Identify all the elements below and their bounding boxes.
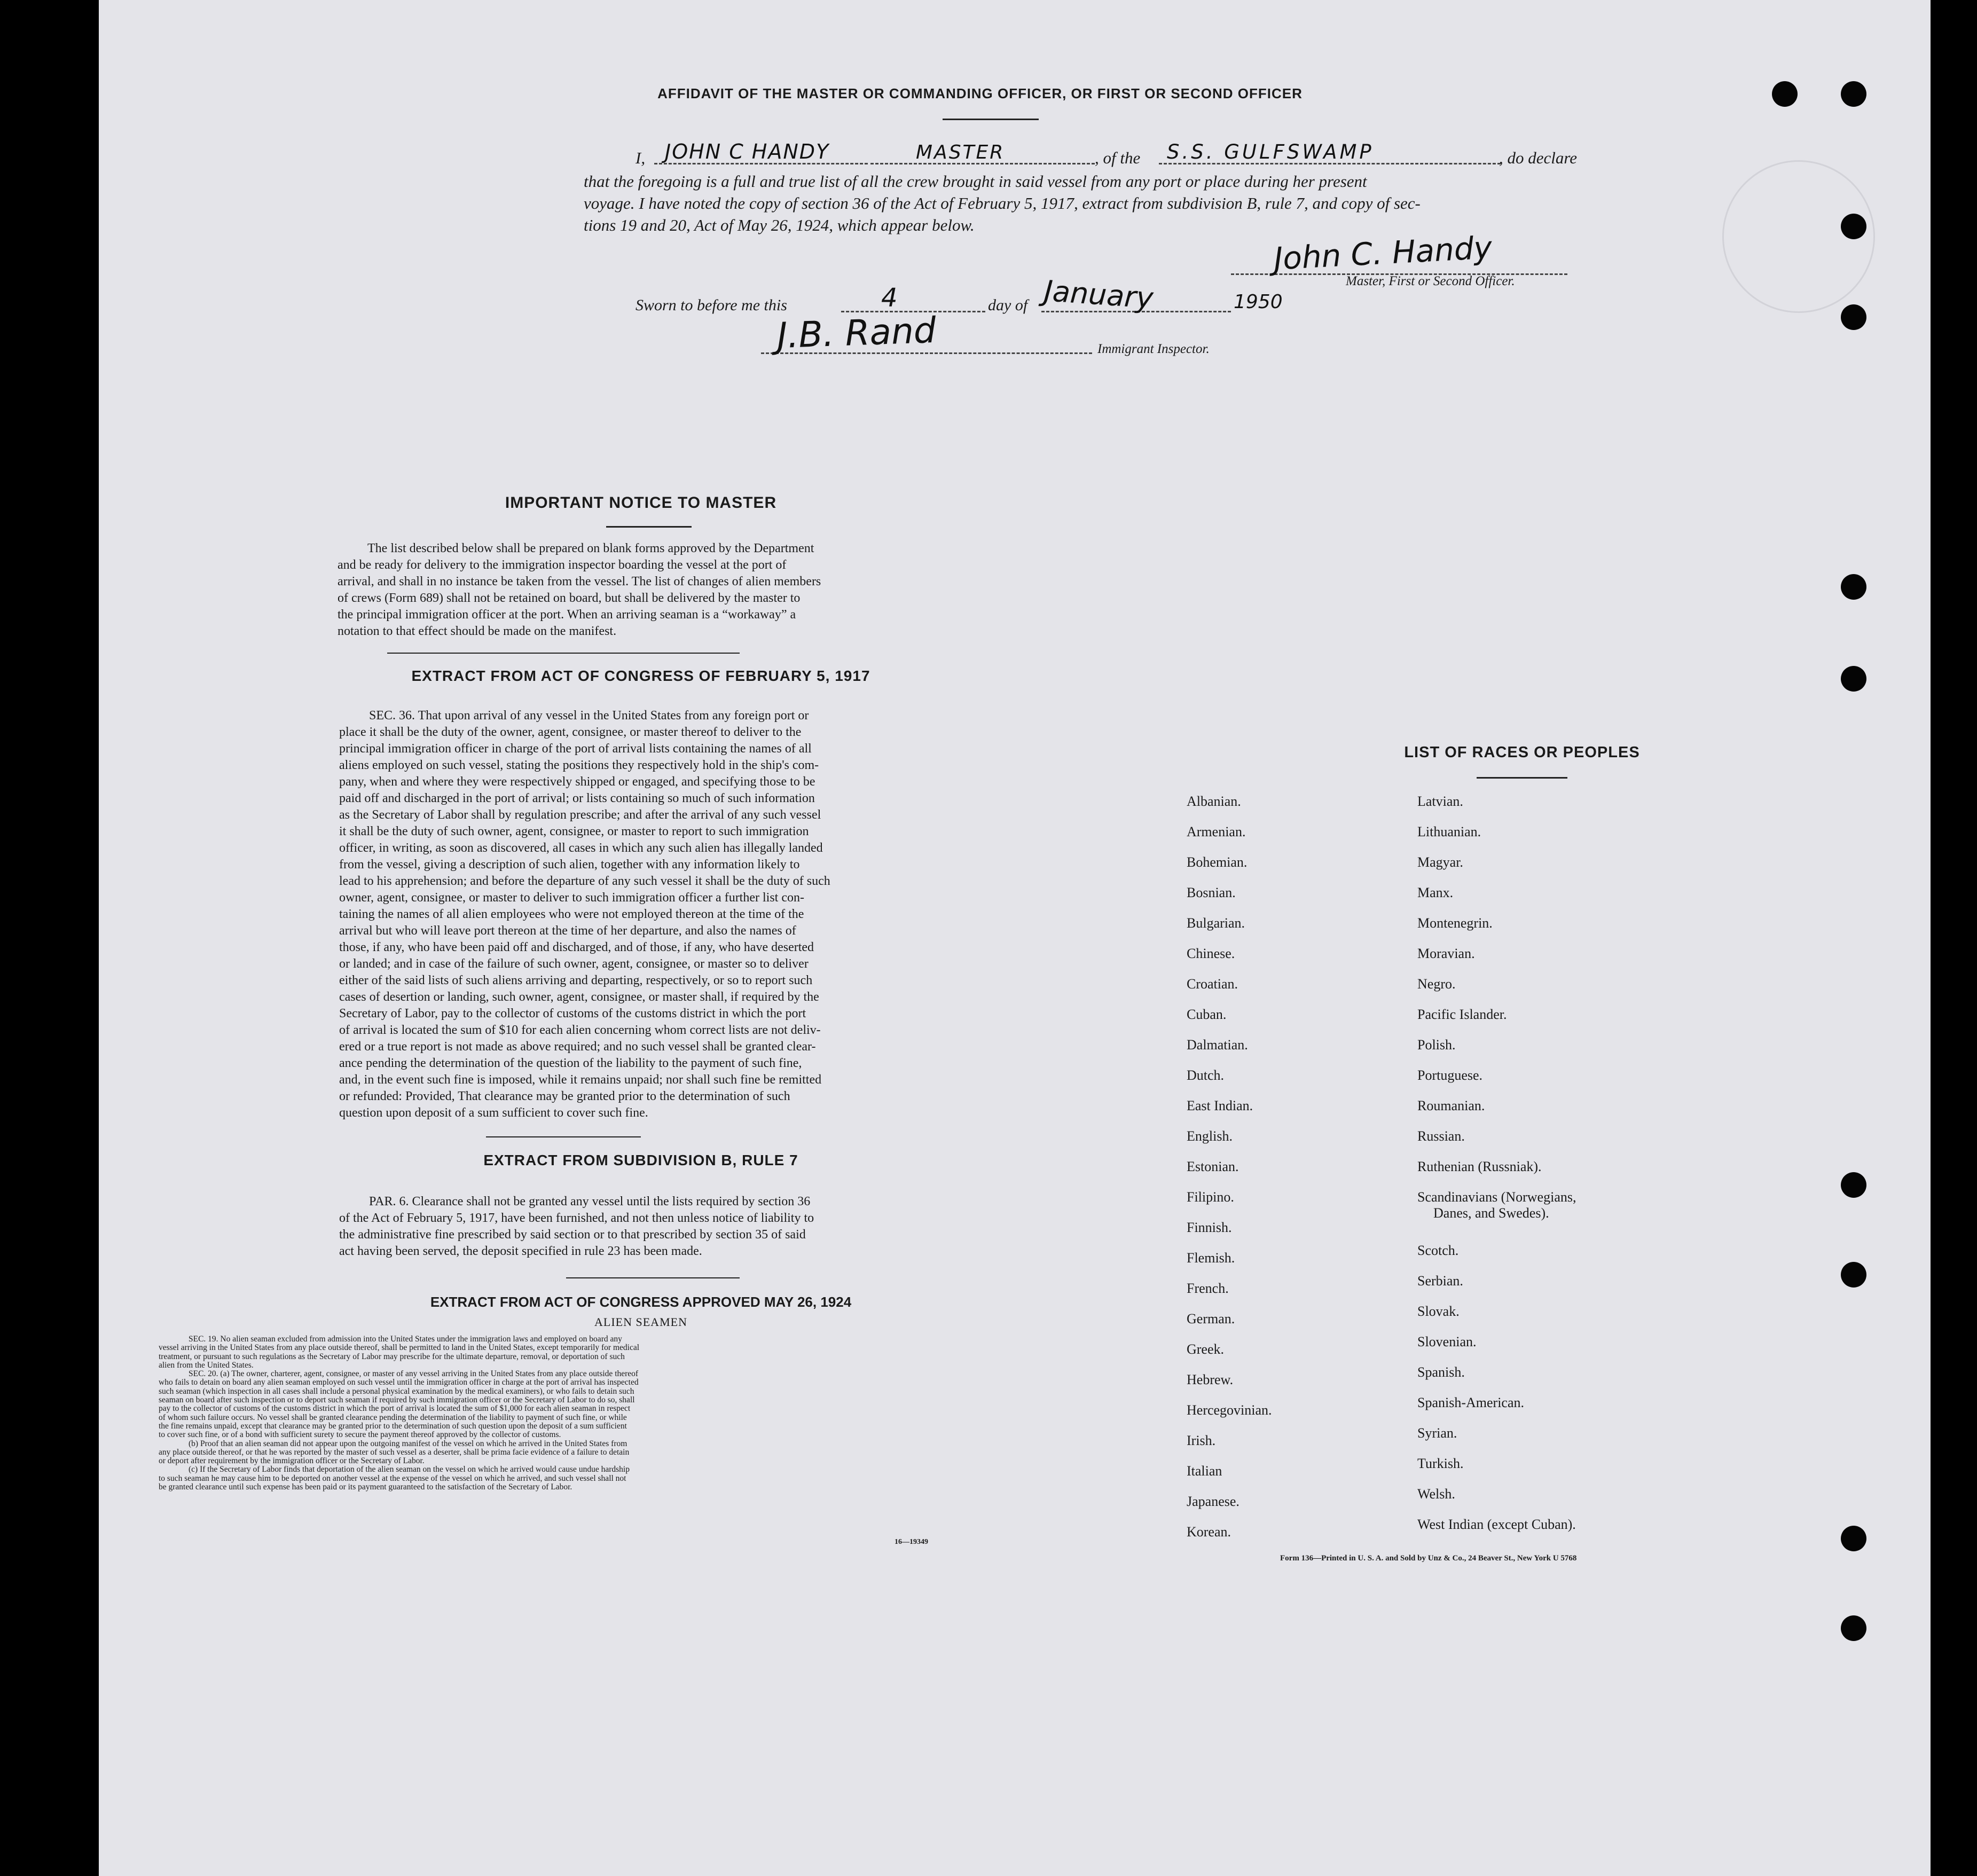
race-item: West Indian (except Cuban). bbox=[1417, 1517, 1576, 1532]
binder-hole bbox=[1841, 304, 1866, 330]
day-of-text: day of bbox=[988, 296, 1028, 314]
text-line: ance pending the determination of the question of the liability to the payment of such fine, bbox=[339, 1056, 802, 1070]
text-line: from the vessel, giving a description of such alien, together with any information likely to bbox=[339, 858, 800, 872]
text-line: or deport after requirement by the immigration officer or the Secretary of Labor. bbox=[159, 1457, 425, 1466]
race-item: Albanian. bbox=[1187, 794, 1241, 809]
text-line: notation to that effect should be made on the manifest. bbox=[338, 624, 617, 638]
binder-hole bbox=[1772, 81, 1798, 107]
inspector-signature: J.B. Rand bbox=[776, 309, 937, 357]
rule7-title: EXTRACT FROM SUBDIVISION B, RULE 7 bbox=[483, 1152, 798, 1168]
text-line: (c) If the Secretary of Labor finds that deportation of the alien seaman on the vessel on which he arrived would cause undue hardship bbox=[189, 1465, 630, 1474]
text-line: those, if any, who have been paid off and discharged, and of those, if any, who have deserted bbox=[339, 940, 814, 954]
races-column-1 bbox=[1187, 794, 1347, 1555]
race-item: Syrian. bbox=[1417, 1425, 1457, 1441]
race-item: Dutch. bbox=[1187, 1067, 1225, 1083]
race-item: Lithuanian. bbox=[1417, 824, 1481, 839]
race-item: Chinese. bbox=[1187, 946, 1235, 961]
binder-hole bbox=[1841, 574, 1866, 600]
section-rule bbox=[566, 1277, 740, 1278]
text-line: of whom such failure occurs. No vessel shall be granted clearance pending the determination of the liability to payment of such fine, or while bbox=[159, 1413, 627, 1422]
text-line: vessel arriving in the United States from any place outside thereof, shall be permitted to land in the United States, except temporarily for medical bbox=[159, 1344, 640, 1353]
races-column-2 bbox=[1417, 794, 1684, 1547]
race-item: French. bbox=[1187, 1281, 1229, 1296]
text-line: paid off and discharged in the port of arrival; or lists containing so much of such information bbox=[339, 791, 815, 805]
text-line: arrival but who will leave port thereon at the time of her departure, and also the names of bbox=[339, 924, 796, 938]
race-item: Slovak. bbox=[1417, 1304, 1460, 1319]
text-line: SEC. 20. (a) The owner, charterer, agent, consignee, or master of any vessel arriving in the United States from any place outside thereof bbox=[189, 1370, 639, 1379]
binder-hole bbox=[1841, 1526, 1866, 1551]
race-item: Dalmatian. bbox=[1187, 1037, 1248, 1053]
race-item: English. bbox=[1187, 1128, 1233, 1144]
affidavit-line3: voyage. I have noted the copy of section 36 of the Act of February 5, 1917, extract from subdivision B, rule 7, and copy of sec- bbox=[584, 194, 1421, 213]
master-name: JOHN C HANDY bbox=[665, 140, 830, 163]
text-line: arrival, and shall in no instance be taken from the vessel. The list of changes of alien members bbox=[338, 575, 821, 588]
race-item: Latvian. bbox=[1417, 794, 1463, 809]
binder-hole bbox=[1841, 1615, 1866, 1641]
text-line: it shall be the duty of such owner, agent, consignee, or master to report to such immigration bbox=[339, 825, 809, 838]
month-value: January bbox=[1043, 273, 1155, 316]
text-line: and be ready for delivery to the immigration inspector boarding the vessel at the port of bbox=[338, 558, 787, 572]
section-rule bbox=[486, 1136, 641, 1137]
race-item: East Indian. bbox=[1187, 1098, 1253, 1113]
extract-1924-body bbox=[159, 1335, 1036, 1492]
title-rule bbox=[943, 119, 1039, 120]
notice-title: IMPORTANT NOTICE TO MASTER bbox=[505, 494, 777, 512]
race-item-wrap: Danes, and Swedes). bbox=[1433, 1205, 1549, 1221]
text-line: officer, in writing, as soon as discovered, all cases in which any such alien has illegally landed bbox=[339, 841, 823, 855]
text-line: the fine remains unpaid, except that clearance may be granted prior to the determination of such question upon the deposit of a sum sufficient bbox=[159, 1422, 627, 1431]
text-line: taining the names of all alien employees who were not employed thereon at the time of the bbox=[339, 907, 804, 921]
text-line: any place outside thereof, or that he was reported by the master of such vessel as a deserter, shall be prima facie evidence of a failure to detain bbox=[159, 1448, 630, 1457]
text-line: cases of desertion or landing, such owner, agent, consignee, or master shall, if required by the bbox=[339, 990, 819, 1004]
text-line: who fails to detain on board any alien seaman employed on such vessel until the immigration officer in charge at the port of arrival has inspected bbox=[159, 1378, 639, 1387]
affidavit-line2: that the foregoing is a full and true list of all the crew brought in said vessel from any port or place during her present bbox=[584, 172, 1367, 191]
text-line: either of the said lists of such aliens arriving and departing, respectively, or so to report such bbox=[339, 974, 813, 987]
text-line: of the Act of February 5, 1917, have been furnished, and not then unless notice of liability to bbox=[339, 1211, 814, 1225]
race-item: Bosnian. bbox=[1187, 885, 1236, 900]
text-line: pay to the collector of customs of the customs district in which the port of arrival is located the sum of $1,000 for each alien seaman in respect bbox=[159, 1404, 631, 1414]
notice-body bbox=[338, 540, 948, 640]
text-line: The list described below shall be prepared on blank forms approved by the Department bbox=[367, 541, 814, 555]
text-line: owner, agent, consignee, or master to deliver to such immigration officer a further list con- bbox=[339, 891, 804, 905]
text-line: of crews (Form 689) shall not be retained on board, but shall be delivered by the master to bbox=[338, 591, 801, 605]
form-footer: Form 136—Printed in U. S. A. and Sold by Unz & Co., 24 Beaver St., New York U 5768 bbox=[1280, 1554, 1577, 1563]
extract-1917-body bbox=[339, 708, 950, 1121]
text-line: or landed; and in case of the failure of such owner, agent, consignee, or master so to deliver bbox=[339, 957, 809, 971]
race-item: Scotch. bbox=[1417, 1243, 1459, 1258]
text-line: such seaman (which inspection in all cases shall include a personal physical examination by the medical examiners), or who fails to detain such bbox=[159, 1387, 634, 1396]
race-item: Portuguese. bbox=[1417, 1067, 1483, 1083]
race-item: Magyar. bbox=[1417, 854, 1463, 870]
section-rule bbox=[387, 653, 740, 654]
text-line: alien from the United States. bbox=[159, 1361, 254, 1370]
race-item: Japanese. bbox=[1187, 1494, 1239, 1509]
race-item: Hebrew. bbox=[1187, 1372, 1234, 1387]
race-item: Roumanian. bbox=[1417, 1098, 1485, 1113]
text-line: SEC. 36. That upon arrival of any vessel in the United States from any foreign port or bbox=[369, 709, 809, 723]
race-item: Montenegrin. bbox=[1417, 915, 1493, 931]
text-line: of arrival is located the sum of $10 for each alien concerning whom correct lists are not deliv- bbox=[339, 1023, 821, 1037]
extract-1924-title: EXTRACT FROM ACT OF CONGRESS APPROVED MAY 26, 1924 bbox=[430, 1294, 852, 1310]
text-line: seaman on board after such inspection or to deport such seaman if required by such immigration officer or the Secretary of Labor to do so, shall bbox=[159, 1396, 635, 1405]
race-item: Scandinavians (Norwegians, Danes, and Swedes). bbox=[1417, 1189, 1684, 1243]
year-value: 1950 bbox=[1234, 291, 1283, 313]
race-item: Armenian. bbox=[1187, 824, 1246, 839]
extract-1924-subtitle: ALIEN SEAMEN bbox=[594, 1315, 687, 1329]
text-line: pany, when and where they were respectively shipped or engaged, and specifying those to be bbox=[339, 775, 815, 789]
text-line: Secretary of Labor, pay to the collector of customs of the customs district in which the port bbox=[339, 1007, 806, 1021]
race-item: Manx. bbox=[1417, 885, 1454, 900]
race-item: Polish. bbox=[1417, 1037, 1456, 1053]
form-code: 16—19349 bbox=[895, 1538, 928, 1546]
faint-stamp bbox=[1722, 160, 1875, 313]
race-item: Spanish-American. bbox=[1417, 1395, 1525, 1410]
text-line: be granted clearance until such expense has been paid or its payment guaranteed to the satisfaction of the Secretary of Labor. bbox=[159, 1483, 572, 1492]
affidavit-do-declare: , do declare bbox=[1499, 148, 1578, 167]
race-item: Russian. bbox=[1417, 1128, 1465, 1144]
race-item: Finnish. bbox=[1187, 1220, 1232, 1235]
text-line: PAR. 6. Clearance shall not be granted any vessel until the lists required by section 36 bbox=[369, 1195, 811, 1208]
race-item: Spanish. bbox=[1417, 1364, 1465, 1380]
race-item: Hercegovinian. bbox=[1187, 1402, 1272, 1418]
binder-hole bbox=[1841, 81, 1866, 107]
race-item: German. bbox=[1187, 1311, 1235, 1326]
affidavit-i: I, bbox=[636, 148, 646, 167]
affidavit-of-the: , of the bbox=[1095, 148, 1141, 167]
race-item: Italian bbox=[1187, 1463, 1222, 1479]
text-line: treatment, or pursuant to such regulations as the Secretary of Labor may prescribe for the ultimate departure, removal, or deportation of such bbox=[159, 1352, 625, 1361]
race-item: Bohemian. bbox=[1187, 854, 1248, 870]
text-line: lead to his apprehension; and before the departure of any such vessel it shall be the duty of such bbox=[339, 874, 830, 888]
binder-hole bbox=[1841, 1262, 1866, 1288]
vessel-name: S.S. GULFSWAMP bbox=[1167, 140, 1374, 163]
race-item: Pacific Islander. bbox=[1417, 1007, 1507, 1022]
binder-hole bbox=[1841, 1172, 1866, 1198]
text-line: and, in the event such fine is imposed, while it remains unpaid; nor shall such fine be remitted bbox=[339, 1073, 822, 1087]
race-item: Irish. bbox=[1187, 1433, 1216, 1448]
text-line: as the Secretary of Labor shall by regulation prescribe; and after the arrival of any such vessel bbox=[339, 808, 821, 822]
master-signature: John C. Handy bbox=[1273, 229, 1493, 277]
text-line: ered or a true report is not made as above required; and no such vessel shall be granted clear- bbox=[339, 1040, 816, 1054]
race-item: Greek. bbox=[1187, 1341, 1225, 1357]
text-line: question upon deposit of a sum sufficient to cover such fine. bbox=[339, 1106, 648, 1120]
race-item: Turkish. bbox=[1417, 1456, 1464, 1471]
text-line: to cover such fine, or of a bond with sufficient surety to secure the payment thereof approved by the collector of customs. bbox=[159, 1431, 561, 1440]
text-line: SEC. 19. No alien seaman excluded from admission into the United States under the immigration laws and employed on board any bbox=[189, 1335, 622, 1344]
rule7-body bbox=[339, 1194, 950, 1260]
race-item: Serbian. bbox=[1417, 1273, 1463, 1289]
day-value: 4 bbox=[881, 283, 898, 313]
race-item: Cuban. bbox=[1187, 1007, 1227, 1022]
race-item: Flemish. bbox=[1187, 1250, 1235, 1266]
race-item: Slovenian. bbox=[1417, 1334, 1477, 1349]
text-line: act having been served, the deposit specified in rule 23 has been made. bbox=[339, 1244, 702, 1258]
inspector-caption: Immigrant Inspector. bbox=[1097, 342, 1210, 356]
signature-caption: Master, First or Second Officer. bbox=[1346, 274, 1515, 288]
text-line: or refunded: Provided, That clearance may be granted prior to the determination of such bbox=[339, 1089, 790, 1103]
race-item: Estonian. bbox=[1187, 1159, 1239, 1174]
text-line: aliens employed on such vessel, stating the positions they respectively hold in the ship's com- bbox=[339, 758, 819, 772]
race-item: Filipino. bbox=[1187, 1189, 1234, 1205]
document-page bbox=[99, 0, 1931, 1876]
race-item: Welsh. bbox=[1417, 1486, 1455, 1502]
race-item: Negro. bbox=[1417, 976, 1456, 992]
race-item: Korean. bbox=[1187, 1524, 1231, 1540]
race-item: Moravian. bbox=[1417, 946, 1475, 961]
notice-rule bbox=[606, 526, 692, 528]
races-title: LIST OF RACES OR PEOPLES bbox=[1404, 744, 1640, 761]
master-rank: MASTER bbox=[916, 142, 1005, 163]
text-line: to such seaman he may cause him to be deported on another vessel at the expense of the vessel on which he arrived, and such vessel shall not bbox=[159, 1474, 626, 1483]
affidavit-line4: tions 19 and 20, Act of May 26, 1924, which appear below. bbox=[584, 216, 975, 234]
text-line: the administrative fine prescribed by said section or to that prescribed by section 35 of said bbox=[339, 1228, 806, 1242]
race-item: Croatian. bbox=[1187, 976, 1238, 992]
affidavit-title: AFFIDAVIT OF THE MASTER OR COMMANDING OFFICER, OR FIRST OR SECOND OFFICER bbox=[657, 85, 1303, 101]
race-item: Bulgarian. bbox=[1187, 915, 1245, 931]
text-line: principal immigration officer in charge of the port of arrival lists containing the names of all bbox=[339, 742, 812, 756]
binder-hole bbox=[1841, 666, 1866, 692]
text-line: (b) Proof that an alien seaman did not appear upon the outgoing manifest of the vessel on which he arrived in the United States from bbox=[189, 1439, 627, 1448]
extract-1917-title: EXTRACT FROM ACT OF CONGRESS OF FEBRUARY 5, 1917 bbox=[411, 668, 870, 684]
sworn-text: Sworn to before me this bbox=[636, 296, 787, 314]
text-line: the principal immigration officer at the port. When an arriving seaman is a “workaway” a bbox=[338, 608, 796, 622]
races-rule bbox=[1477, 777, 1567, 779]
race-item: Ruthenian (Russniak). bbox=[1417, 1159, 1542, 1174]
text-line: place it shall be the duty of the owner, agent, consignee, or master thereof to deliver to the bbox=[339, 725, 802, 739]
